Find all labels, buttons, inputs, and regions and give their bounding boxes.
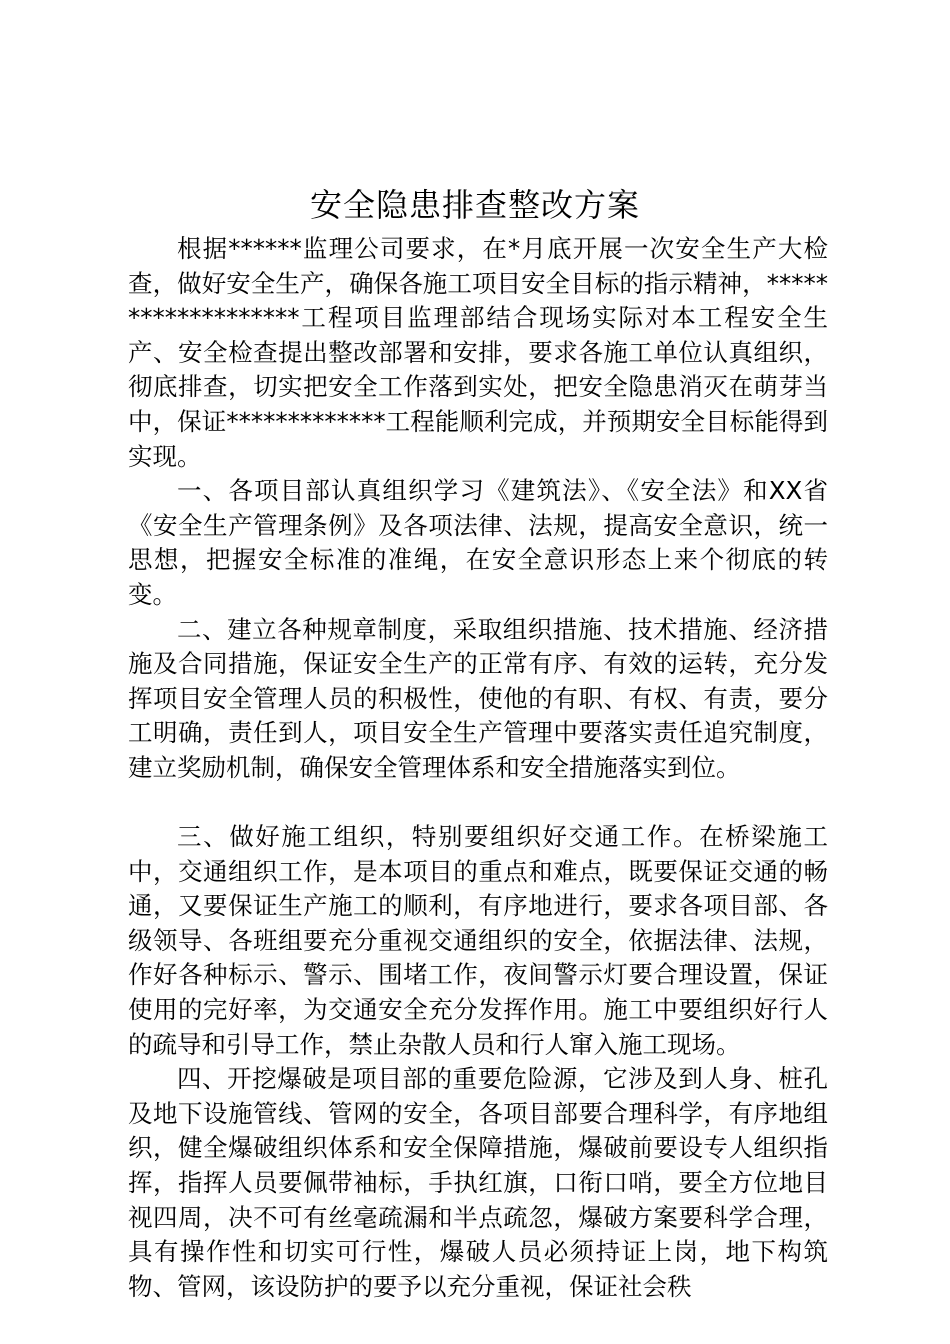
- paragraph-intro: 根据******监理公司要求，在*月底开展一次安全生产大检查，做好安全生产，确保各施工项目安全目标的指示精神，*******************工程项目监理部结合现场实际对本工程安全生产、安全检查提出整改部署和安排，要求各施工单位认真组织，彻底排查，切实把安全工作落到实处，把安全隐患消灭在萌芽当中，保证*************工程能顺利完成，并预期安全目标能得到实现。: [128, 234, 828, 471]
- paragraph-section-4: 四、开挖爆破是项目部的重要危险源，它涉及到人身、桩孔及地下设施管线、管网的安全，各项目部要合理科学，有序地组织，健全爆破组织体系和安全保障措施，爆破前要设专人组织指挥，指挥人员要佩带袖标，手执红旗，口衔口哨，要全方位地目视四周，决不可有丝毫疏漏和半点疏忽，爆破方案要科学合理，具有操作性和切实可行性，爆破人员必须持证上岗，地下构筑物、管网，该设防护的要予以充分重视，保证社会秩: [128, 1064, 828, 1301]
- page-title: 安全隐患排查整改方案: [309, 186, 640, 224]
- paragraph-spacer: [128, 786, 828, 821]
- document-body: [128, 232, 828, 1304]
- paragraph-section-2: 二、建立各种规章制度，采取组织措施、技术措施、经济措施及合同措施，保证安全生产的正常有序、有效的运转，充分发挥项目安全管理人员的积极性，使他的有职、有权、有责，要分工明确，责任到人，项目安全生产管理中要落实责任追究制度，建立奖励机制，确保安全管理体系和安全措施落实到位。: [128, 614, 828, 782]
- paragraph-section-3: 三、做好施工组织，特别要组织好交通工作。在桥梁施工中，交通组织工作，是本项目的重点和难点，既要保证交通的畅通，又要保证生产施工的顺利，有序地进行，要求各项目部、各级领导、各班组要充分重视交通组织的安全，依据法律、法规，作好各种标示、警示、围堵工作，夜间警示灯要合理设置，保证使用的完好率，为交通安全充分发挥作用。施工中要组织好行人的疏导和引导工作，禁止杂散人员和行人窜入施工现场。: [128, 822, 828, 1059]
- paragraph-section-1: 一、各项目部认真组织学习《建筑法》、《安全法》和XX省《安全生产管理条例》及各项法律、法规，提高安全意识，统一思想，把握安全标准的准绳，在安全意识形态上来个彻底的转变。: [128, 476, 828, 609]
